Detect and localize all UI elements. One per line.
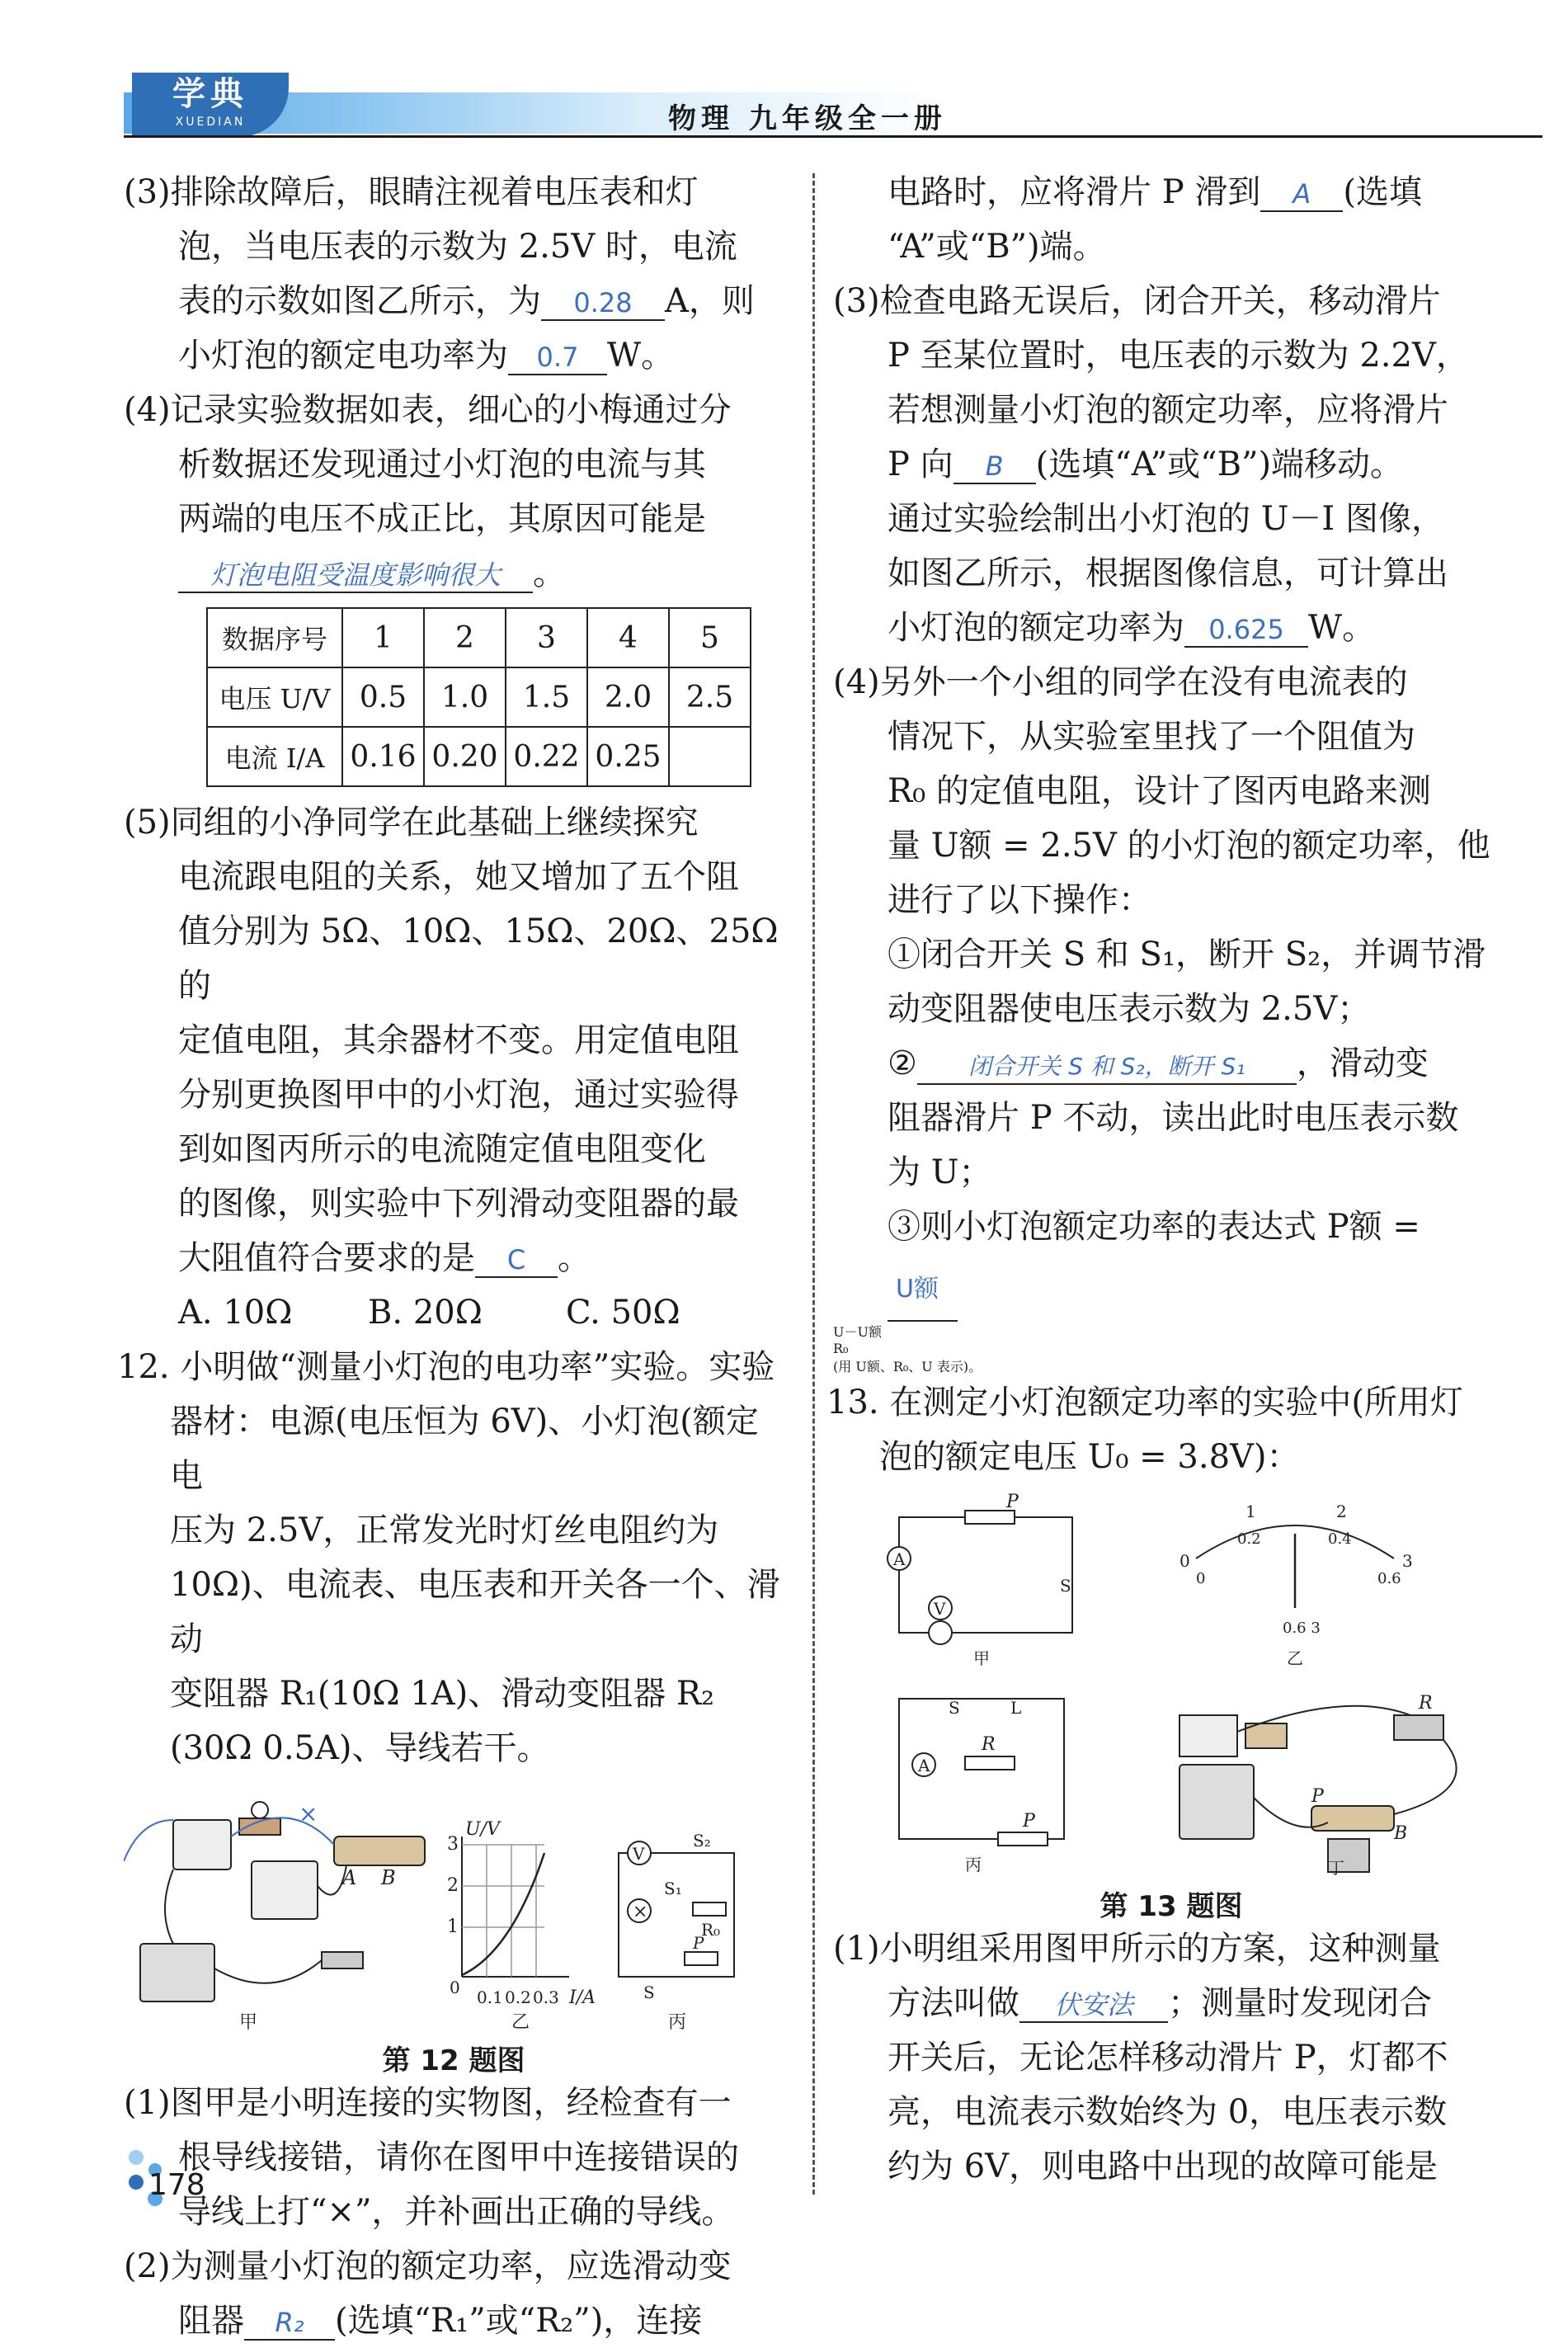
lamp-symbol: × bbox=[633, 1902, 648, 1922]
text-line: (1)图甲是小明连接的实物图，经检查有一 bbox=[124, 2084, 732, 2122]
graph-origin: 0 bbox=[450, 1978, 460, 1997]
answer-blank: A bbox=[1260, 177, 1343, 212]
answer-blank: 0.28 bbox=[541, 286, 665, 321]
text-line: (4)记录实验数据如表，细心的小梅通过分 bbox=[124, 391, 732, 429]
y-tick: 2 bbox=[447, 1875, 459, 1896]
meter-right: 3 bbox=[1402, 1551, 1413, 1571]
table-cell: 5 bbox=[669, 608, 751, 667]
text-line: 进行了以下操作： bbox=[888, 881, 1151, 919]
text-line: 析数据还发现通过小灯泡的电流与其 bbox=[178, 446, 706, 483]
text-fragment: A，则 bbox=[665, 282, 755, 320]
text-fragment: 。 bbox=[533, 554, 566, 592]
switch-s2-label: S₂ bbox=[693, 1831, 711, 1851]
label-ding: 丁 bbox=[1328, 1858, 1344, 1878]
text-line: 到如图丙所示的电流随定值电阻变化 bbox=[178, 1130, 706, 1168]
text-line bbox=[833, 437, 1509, 492]
answer-blank: B bbox=[954, 450, 1036, 484]
resistor-r-label: R bbox=[1419, 1693, 1433, 1714]
text-line: ③则小灯泡额定功率的表达式 P额 = bbox=[888, 1208, 1420, 1246]
text-fragment: P 向 bbox=[888, 446, 954, 483]
text-line: 定值电阻，其余器材不变。用定值电阻 bbox=[178, 1021, 739, 1059]
question-12-part-1 bbox=[124, 2076, 784, 2239]
table-cell: 0.16 bbox=[342, 727, 424, 786]
text-line bbox=[833, 601, 1509, 655]
figure-12-drawing bbox=[124, 1787, 784, 2034]
text-fragment: 表的示数如图乙所示，为 bbox=[178, 282, 541, 320]
slider-p-label: P bbox=[1311, 1786, 1324, 1807]
text-line bbox=[124, 2294, 784, 2348]
text-line: 泡的额定电压 U₀ = 3.8V)： bbox=[879, 1438, 1300, 1476]
text-line: (2)为测量小灯泡的额定功率，应选滑动变 bbox=[124, 2247, 732, 2285]
x-tick: 0.2 bbox=[505, 1987, 531, 2007]
text-fragment: W。 bbox=[607, 337, 675, 375]
answer-blank: 0.7 bbox=[508, 341, 607, 375]
text-line: 阻器滑片 P 不动，读出此时电压表示数 bbox=[888, 1099, 1459, 1137]
text-line: P 至某位置时，电压表的示数为 2.2V， bbox=[888, 337, 1469, 375]
text-line: (30Ω 0.5A)、导线若干。 bbox=[170, 1729, 550, 1767]
text-line: “A”或“B”)端。 bbox=[888, 228, 1106, 266]
text-line: (3)检查电路无误后，闭合开关，移动滑片 bbox=[833, 282, 1441, 320]
text-fragment: (用 U额、R₀、U 表示)。 bbox=[833, 1359, 982, 1374]
slider-p-label: P bbox=[1023, 1811, 1035, 1832]
question-12 bbox=[117, 1340, 784, 1775]
publisher-logo bbox=[132, 73, 289, 137]
figure-13-drawing bbox=[833, 1492, 1509, 1880]
right-column bbox=[826, 165, 1509, 2194]
table-cell: 数据序号 bbox=[207, 608, 342, 667]
text-fragment: 电路时，应将滑片 P 滑到 bbox=[888, 173, 1261, 211]
question-13 bbox=[826, 1375, 1509, 1484]
text-line: 情况下，从实验室里找了一个阻值为 bbox=[888, 718, 1415, 756]
table-cell: 2.0 bbox=[587, 667, 669, 727]
text-fragment: 大阻值符合要求的是 bbox=[178, 1239, 475, 1277]
table-cell: 0.25 bbox=[587, 727, 669, 786]
text-line: 开关后，无论怎样移动滑片 P，灯都不 bbox=[888, 2039, 1448, 2077]
figure-13-caption: 第 13 题图 bbox=[1099, 1890, 1243, 1923]
header-rule bbox=[124, 135, 1542, 138]
answer-blank: 0.625 bbox=[1184, 613, 1308, 648]
table-cell: 电压 U/V bbox=[207, 667, 342, 727]
option-c: C. 50Ω bbox=[566, 1294, 680, 1332]
figure-12 bbox=[124, 1787, 784, 2077]
table-cell: 4 bbox=[587, 608, 669, 667]
physical-circuit bbox=[124, 1802, 425, 2001]
text-line bbox=[124, 1231, 784, 1285]
label-jia: 甲 bbox=[973, 1648, 990, 1668]
slider-p-label: P bbox=[693, 1933, 704, 1953]
text-line: 导线上打“×”，并补画出正确的导线。 bbox=[178, 2193, 735, 2231]
circuit-jia bbox=[888, 1511, 1072, 1644]
switch-s-label: S bbox=[1060, 1576, 1071, 1596]
question-12-part-4 bbox=[833, 655, 1509, 1375]
text-fragment: 。 bbox=[558, 1239, 591, 1277]
table-cell: 0.20 bbox=[424, 727, 506, 786]
text-fragment: (选填 bbox=[1343, 173, 1422, 211]
y-tick: 3 bbox=[447, 1834, 459, 1855]
meter-terminals: 0.6 3 bbox=[1283, 1620, 1321, 1637]
text-line: 根导线接错，请你在图甲中连接错误的 bbox=[178, 2138, 739, 2176]
answer-blank: 灯泡电阻受温度影响很大 bbox=[178, 559, 533, 593]
text-line bbox=[124, 546, 784, 601]
text-fragment: (选填“A”或“B”)端移动。 bbox=[1035, 446, 1404, 483]
question-13-part-1 bbox=[833, 1921, 1509, 2194]
answer-blank: 伏安法 bbox=[1019, 1988, 1168, 2023]
text-line: 电流跟电阻的关系，她又增加了五个阻 bbox=[178, 858, 739, 896]
r0-label: R₀ bbox=[701, 1920, 721, 1940]
option-a: A. 10Ω bbox=[178, 1294, 293, 1332]
question-11-part-4 bbox=[124, 383, 784, 601]
text-fragment: (选填“R₁”或“R₂”)，连接 bbox=[335, 2302, 703, 2340]
table-row bbox=[207, 667, 751, 727]
options-line bbox=[124, 1285, 784, 1340]
text-line: (1)小明组采用图甲所示的方案，这种测量 bbox=[833, 1930, 1441, 1968]
expr-denominator: R₀ bbox=[833, 1341, 849, 1356]
graph-y-label: U/V bbox=[465, 1819, 500, 1840]
page-header bbox=[0, 0, 1568, 157]
text-line: 通过实验绘制出小灯泡的 U－I 图像， bbox=[888, 500, 1444, 538]
text-line: 如图乙所示，根据图像信息，可计算出 bbox=[888, 554, 1448, 592]
question-12-part-3 bbox=[833, 274, 1509, 655]
question-12-part-2 bbox=[124, 2239, 784, 2348]
label-yi: 乙 bbox=[1287, 1648, 1303, 1668]
text-line: 的图像，则实验中下列滑动变阻器的最 bbox=[178, 1185, 739, 1223]
table-cell: 3 bbox=[506, 608, 587, 667]
table-cell: 0.5 bbox=[342, 667, 424, 727]
text-line bbox=[833, 165, 1509, 219]
text-line bbox=[833, 1036, 1509, 1091]
ui-graph bbox=[462, 1836, 569, 1977]
meter-left: 0 bbox=[1180, 1551, 1190, 1571]
text-line: 动变阻器使电压表示数为 2.5V； bbox=[888, 990, 1371, 1028]
text-line: 12. 小明做“测量小灯泡的电功率”实验。实验 bbox=[117, 1348, 775, 1386]
text-line: 亮，电流表示数始终为 0，电压表示数 bbox=[888, 2093, 1448, 2131]
answer-blank: 闭合开关 S 和 S₂，断开 S₁ bbox=[917, 1050, 1297, 1085]
answer-blank: R₂ bbox=[244, 2306, 335, 2341]
meter-top-1: 1 bbox=[1245, 1502, 1256, 1521]
meter-dial bbox=[1196, 1525, 1394, 1608]
meter-mid-2: 0.4 bbox=[1328, 1530, 1352, 1548]
question-11-part-5 bbox=[124, 795, 784, 1340]
text-line: 量 U额 = 2.5V 的小灯泡的额定功率，他 bbox=[888, 827, 1490, 865]
text-fragment: ② bbox=[888, 1044, 917, 1082]
y-tick: 1 bbox=[447, 1917, 459, 1937]
answer-blank: C bbox=[475, 1243, 558, 1278]
text-line: 器材：电源(电压恒为 6V)、小灯泡(额定电 bbox=[170, 1403, 759, 1495]
figure-13 bbox=[833, 1492, 1509, 1921]
text-line: 10Ω)、电流表、电压表和开关各一个、滑动 bbox=[170, 1566, 780, 1658]
table-row bbox=[207, 727, 751, 786]
terminal-a: A bbox=[342, 1866, 357, 1889]
terminal-b: B bbox=[381, 1866, 396, 1889]
ammeter-label: A bbox=[893, 1549, 906, 1569]
text-line bbox=[124, 274, 784, 328]
text-line: 两端的电压不成正比，其原因可能是 bbox=[178, 500, 706, 538]
text-line: 约为 6V，则电路中出现的故障可能是 bbox=[888, 2148, 1439, 2185]
table-cell: 0.22 bbox=[506, 727, 587, 786]
slider-p-label: P bbox=[1006, 1492, 1019, 1512]
logo-chinese: 学典 bbox=[172, 75, 248, 113]
x-tick: 0.3 bbox=[533, 1987, 559, 2007]
text-fragment: 小灯泡的额定功率为 bbox=[888, 609, 1184, 647]
text-line: 为 U； bbox=[888, 1153, 992, 1191]
text-line: ①闭合开关 S 和 S₁，断开 S₂，并调节滑 bbox=[888, 936, 1486, 974]
text-line: 分别更换图甲中的小灯泡，通过实验得 bbox=[178, 1076, 739, 1114]
text-line: 值分别为 5Ω、10Ω、15Ω、20Ω、25Ω 的 bbox=[178, 912, 779, 1005]
text-line: 泡，当电压表的示数为 2.5V 时，电流 bbox=[178, 228, 737, 266]
voltmeter-label: V bbox=[934, 1599, 946, 1619]
expr-numerator: U－U额 bbox=[833, 1324, 882, 1340]
text-line: 压为 2.5V，正常发光时灯丝电阻约为 bbox=[170, 1511, 719, 1549]
meter-top-2: 2 bbox=[1336, 1502, 1347, 1521]
table-cell bbox=[669, 727, 751, 786]
text-line bbox=[124, 328, 784, 383]
text-line: 13. 在测定小灯泡额定功率的实验中(所用灯 bbox=[826, 1384, 1463, 1422]
text-line: 若想测量小灯泡的额定功率，应将滑片 bbox=[888, 391, 1448, 429]
figure-12-caption: 第 12 题图 bbox=[382, 2044, 525, 2077]
text-line: 变阻器 R₁(10Ω 1A)、滑动变阻器 R₂ bbox=[170, 1675, 715, 1713]
text-line: (4)另外一个小组的同学在没有电流表的 bbox=[833, 663, 1408, 701]
question-12-part-2-continued bbox=[833, 165, 1509, 274]
meter-mid-1: 0.2 bbox=[1237, 1530, 1261, 1548]
table-cell: 电流 I/A bbox=[207, 727, 342, 786]
text-line: (3)排除故障后，眼睛注视着电压表和灯 bbox=[124, 173, 699, 211]
cross-mark: × bbox=[299, 1800, 318, 1827]
question-11-part-3 bbox=[124, 165, 784, 383]
label-bing: 丙 bbox=[965, 1855, 982, 1874]
table-row bbox=[207, 608, 751, 667]
column-divider bbox=[812, 173, 815, 2195]
switch-s1-label: S₁ bbox=[664, 1879, 682, 1898]
page-number: 178 bbox=[148, 2168, 205, 2202]
graph-x-label: I/A bbox=[569, 1987, 596, 2008]
text-fragment: 方法叫做 bbox=[888, 1984, 1019, 2022]
label-jia: 甲 bbox=[239, 2012, 258, 2033]
text-line bbox=[833, 1254, 1509, 1322]
terminal-b: B bbox=[1394, 1823, 1408, 1844]
table-cell: 2 bbox=[424, 608, 506, 667]
data-table bbox=[206, 607, 751, 787]
x-tick: 0.1 bbox=[477, 1987, 503, 2007]
answer-blank bbox=[888, 1254, 958, 1322]
table-cell: 1 bbox=[342, 608, 424, 667]
voltmeter-label: V bbox=[633, 1844, 645, 1864]
table-cell: 1.5 bbox=[506, 667, 587, 727]
text-fragment: W。 bbox=[1308, 609, 1376, 647]
table-cell: 2.5 bbox=[669, 667, 751, 727]
label-bing: 丙 bbox=[668, 2012, 687, 2033]
book-title: 物理 九年级全一册 bbox=[668, 102, 947, 135]
switch-s-label: S bbox=[949, 1698, 960, 1718]
text-line: R₀ 的定值电阻，设计了图丙电路来测 bbox=[888, 772, 1431, 810]
label-yi: 乙 bbox=[511, 2012, 530, 2033]
text-line bbox=[833, 1976, 1509, 2030]
resistor-r-label: R bbox=[982, 1734, 996, 1755]
text-fragment: 小灯泡的额定电功率为 bbox=[178, 337, 508, 375]
text-fragment: 阻器 bbox=[178, 2302, 244, 2340]
text-line: (5)同组的小净同学在此基础上继续探究 bbox=[124, 804, 699, 842]
meter-bottom-right: 0.6 bbox=[1377, 1570, 1401, 1587]
lamp-l-label: L bbox=[1010, 1698, 1022, 1718]
switch-s-label: S bbox=[643, 1983, 655, 2002]
option-b: B. 20Ω bbox=[368, 1294, 483, 1332]
text-fragment: ；测量时发现闭合 bbox=[1168, 1984, 1432, 2022]
table-cell: 1.0 bbox=[424, 667, 506, 727]
ammeter-label: A bbox=[918, 1756, 930, 1775]
left-column bbox=[117, 165, 784, 2348]
logo-english: XUEDIAN bbox=[175, 116, 246, 129]
meter-bottom-left: 0 bbox=[1196, 1570, 1206, 1587]
text-fragment: ，滑动变 bbox=[1296, 1044, 1429, 1082]
expr-prefix: U额 bbox=[896, 1275, 939, 1304]
